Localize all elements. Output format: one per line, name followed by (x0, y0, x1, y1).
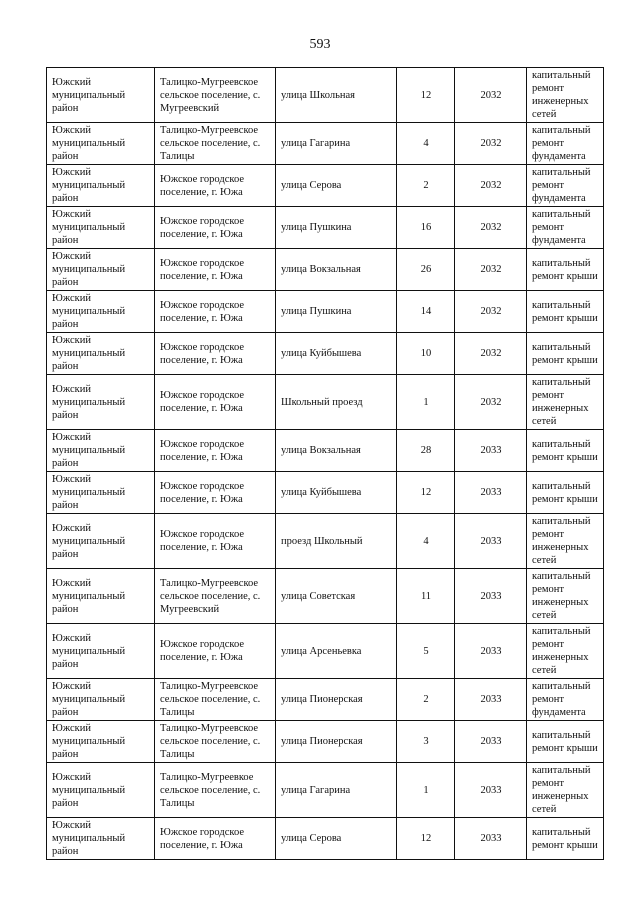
year-cell: 2033 (455, 679, 527, 721)
year-cell: 2032 (455, 249, 527, 291)
district-cell: Южский муниципальный район (47, 165, 155, 207)
district-cell: Южский муниципальный район (47, 514, 155, 569)
year-cell: 2032 (455, 123, 527, 165)
house-number-cell: 10 (397, 333, 455, 375)
house-number-cell: 2 (397, 165, 455, 207)
district-cell: Южский муниципальный район (47, 430, 155, 472)
work-type-cell: капитальный ремонт крыши (527, 818, 604, 860)
table-row (47, 763, 604, 818)
work-type-cell: капитальный ремонт фундамента (527, 123, 604, 165)
year-cell: 2033 (455, 430, 527, 472)
work-type-cell: капитальный ремонт фундамента (527, 165, 604, 207)
settlement-cell: Талицко-Мугреевкое сельское поселение, с. Талицы (155, 763, 276, 818)
district-cell: Южский муниципальный район (47, 679, 155, 721)
settlement-cell: Южское городское поселение, г. Южа (155, 472, 276, 514)
settlement-cell: Талицко-Мугреевское сельское поселение, с. Мугреевский (155, 68, 276, 123)
table-row (47, 165, 604, 207)
street-cell: улица Вокзальная (276, 430, 397, 472)
work-type-cell: капитальный ремонт инженерных сетей (527, 624, 604, 679)
street-cell: улица Пушкина (276, 207, 397, 249)
street-cell: улица Арсеньевка (276, 624, 397, 679)
district-cell: Южский муниципальный район (47, 207, 155, 249)
district-cell: Южский муниципальный район (47, 763, 155, 818)
work-type-cell: капитальный ремонт инженерных сетей (527, 569, 604, 624)
street-cell: улица Серова (276, 818, 397, 860)
table-row (47, 818, 604, 860)
street-cell: проезд Школьный (276, 514, 397, 569)
settlement-cell: Талицко-Мугреевское сельское поселение, с. Талицы (155, 679, 276, 721)
work-type-cell: капитальный ремонт крыши (527, 291, 604, 333)
house-number-cell: 1 (397, 375, 455, 430)
year-cell: 2033 (455, 818, 527, 860)
work-type-cell: капитальный ремонт крыши (527, 333, 604, 375)
table-row (47, 207, 604, 249)
year-cell: 2033 (455, 569, 527, 624)
work-type-cell: капитальный ремонт инженерных сетей (527, 514, 604, 569)
district-cell: Южский муниципальный район (47, 624, 155, 679)
table-row (47, 249, 604, 291)
street-cell: улица Школьная (276, 68, 397, 123)
table-row (47, 624, 604, 679)
table-row (47, 514, 604, 569)
house-number-cell: 26 (397, 249, 455, 291)
settlement-cell: Южское городское поселение, г. Южа (155, 291, 276, 333)
district-cell: Южский муниципальный район (47, 123, 155, 165)
settlement-cell: Талицко-Мугреевское сельское поселение, с. Талицы (155, 123, 276, 165)
work-type-cell: капитальный ремонт крыши (527, 430, 604, 472)
house-number-cell: 28 (397, 430, 455, 472)
district-cell: Южский муниципальный район (47, 721, 155, 763)
house-number-cell: 3 (397, 721, 455, 763)
year-cell: 2033 (455, 721, 527, 763)
table-row (47, 472, 604, 514)
street-cell: улица Гагарина (276, 763, 397, 818)
work-type-cell: капитальный ремонт крыши (527, 249, 604, 291)
street-cell: улица Куйбышева (276, 472, 397, 514)
street-cell: улица Советская (276, 569, 397, 624)
house-number-cell: 1 (397, 763, 455, 818)
street-cell: улица Куйбышева (276, 333, 397, 375)
year-cell: 2032 (455, 68, 527, 123)
street-cell: улица Гагарина (276, 123, 397, 165)
table-row (47, 569, 604, 624)
settlement-cell: Южское городское поселение, г. Южа (155, 207, 276, 249)
work-type-cell: капитальный ремонт инженерных сетей (527, 375, 604, 430)
district-cell: Южский муниципальный район (47, 818, 155, 860)
settlement-cell: Южское городское поселение, г. Южа (155, 514, 276, 569)
street-cell: улица Пушкина (276, 291, 397, 333)
district-cell: Южский муниципальный район (47, 291, 155, 333)
year-cell: 2032 (455, 165, 527, 207)
street-cell: улица Пионерская (276, 721, 397, 763)
house-number-cell: 4 (397, 123, 455, 165)
settlement-cell: Южское городское поселение, г. Южа (155, 165, 276, 207)
table-row (47, 679, 604, 721)
work-type-cell: капитальный ремонт инженерных сетей (527, 763, 604, 818)
settlement-cell: Талицко-Мугреевское сельское поселение, с. Мугреевский (155, 569, 276, 624)
settlement-cell: Южское городское поселение, г. Южа (155, 624, 276, 679)
table-row (47, 333, 604, 375)
district-cell: Южский муниципальный район (47, 375, 155, 430)
work-type-cell: капитальный ремонт фундамента (527, 207, 604, 249)
district-cell: Южский муниципальный район (47, 68, 155, 123)
district-cell: Южский муниципальный район (47, 333, 155, 375)
table-row (47, 123, 604, 165)
settlement-cell: Южское городское поселение, г. Южа (155, 430, 276, 472)
work-type-cell: капитальный ремонт инженерных сетей (527, 68, 604, 123)
house-number-cell: 12 (397, 68, 455, 123)
house-number-cell: 5 (397, 624, 455, 679)
year-cell: 2033 (455, 514, 527, 569)
house-number-cell: 4 (397, 514, 455, 569)
house-number-cell: 12 (397, 818, 455, 860)
settlement-cell: Южское городское поселение, г. Южа (155, 333, 276, 375)
work-type-cell: капитальный ремонт фундамента (527, 679, 604, 721)
year-cell: 2032 (455, 291, 527, 333)
year-cell: 2032 (455, 333, 527, 375)
year-cell: 2033 (455, 763, 527, 818)
house-number-cell: 14 (397, 291, 455, 333)
year-cell: 2032 (455, 207, 527, 249)
district-cell: Южский муниципальный район (47, 249, 155, 291)
house-number-cell: 16 (397, 207, 455, 249)
street-cell: улица Пионерская (276, 679, 397, 721)
table-row (47, 68, 604, 123)
table-row (47, 721, 604, 763)
house-number-cell: 2 (397, 679, 455, 721)
work-type-cell: капитальный ремонт крыши (527, 472, 604, 514)
settlement-cell: Южское городское поселение, г. Южа (155, 249, 276, 291)
housing-repair-table (46, 67, 604, 860)
settlement-cell: Талицко-Мугреевское сельское поселение, с. Талицы (155, 721, 276, 763)
street-cell: улица Серова (276, 165, 397, 207)
house-number-cell: 11 (397, 569, 455, 624)
street-cell: улица Вокзальная (276, 249, 397, 291)
table-body (47, 68, 604, 860)
street-cell: Школьный проезд (276, 375, 397, 430)
table-row (47, 291, 604, 333)
settlement-cell: Южское городское поселение, г. Южа (155, 818, 276, 860)
year-cell: 2033 (455, 472, 527, 514)
table-row (47, 430, 604, 472)
year-cell: 2033 (455, 624, 527, 679)
settlement-cell: Южское городское поселение, г. Южа (155, 375, 276, 430)
district-cell: Южский муниципальный район (47, 569, 155, 624)
page-number: 593 (309, 37, 331, 52)
work-type-cell: капитальный ремонт крыши (527, 721, 604, 763)
table-row (47, 375, 604, 430)
district-cell: Южский муниципальный район (47, 472, 155, 514)
house-number-cell: 12 (397, 472, 455, 514)
year-cell: 2032 (455, 375, 527, 430)
